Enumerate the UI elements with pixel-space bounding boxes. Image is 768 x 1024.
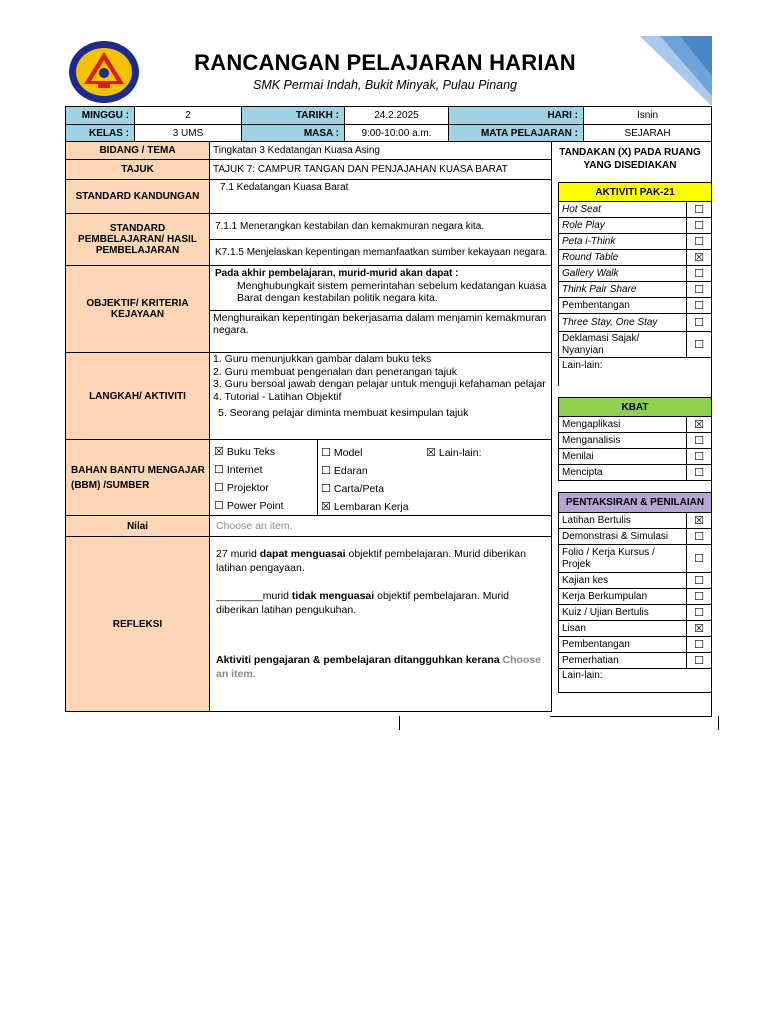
pentaksiran-item: Kajian kes — [559, 573, 687, 589]
bidang-value[interactable]: Tingkatan 3 Kedatangan Kuasa Asing — [210, 142, 552, 160]
sk-label: STANDARD KANDUNGAN — [66, 180, 210, 214]
bbm-col-3 — [426, 444, 546, 462]
refleksi-item-2[interactable]: ________murid tidak menguasai objektif pembelajaran. Murid diberikan latihan pengukuhan. — [216, 590, 510, 616]
kbat-item: Menilai — [559, 449, 687, 465]
kelas-label: KELAS : — [66, 125, 135, 142]
pak21-title: AKTIVITI PAK-21 — [559, 183, 712, 202]
kbat-item: Mengaplikasi — [559, 417, 687, 433]
checkbox-icon[interactable]: ☐ — [687, 234, 712, 250]
kbat-item: Menganalisis — [559, 433, 687, 449]
checkbox-icon[interactable]: ☐ — [321, 464, 331, 477]
bbm-label — [66, 440, 210, 516]
checkbox-icon[interactable]: ☐ — [321, 482, 331, 495]
refleksi-dropdown[interactable]: Choose an item. — [216, 654, 542, 680]
checkbox-icon[interactable]: ☐ — [687, 449, 712, 465]
mapel-value[interactable]: SEJARAH — [584, 125, 712, 142]
pentaksiran-item: Pemerhatian — [559, 653, 687, 669]
checkbox-icon[interactable]: ☐ — [687, 529, 712, 545]
kbat-title: KBAT — [559, 398, 712, 417]
pak-item: Peta i-Think — [559, 234, 687, 250]
objektif-item-2[interactable]: Menghuraikan kepentingan bekerjasama dalam menjamin kemakmuran negara. — [210, 311, 552, 353]
bbm-col-2 — [321, 444, 426, 516]
minggu-label: MINGGU : — [66, 107, 135, 125]
checkbox-icon[interactable]: ☐ — [214, 463, 224, 476]
checkbox-icon[interactable]: ☐ — [687, 433, 712, 449]
bbm-option[interactable]: ☒ Buku Teks — [214, 445, 276, 458]
minggu-value[interactable]: 2 — [135, 107, 242, 125]
pentaksiran-other[interactable]: Lain-lain: — [559, 669, 712, 693]
bbm-divider — [317, 440, 319, 516]
bbm-option[interactable]: ☐ Projektor — [214, 481, 269, 494]
bbm-label-text: BAHAN BANTU MENGAJAR (BBM) /SUMBER — [71, 464, 205, 491]
langkah-item: 1. Guru menunjukkan gambar dalam buku teks — [213, 353, 432, 365]
checkbox-icon[interactable]: ☒ — [687, 250, 712, 266]
bbm-option[interactable]: ☒ Lain-lain: — [426, 446, 482, 459]
sp-label: STANDARD PEMBELAJARAN/ HASIL PEMBELAJARAN — [66, 214, 210, 266]
page-subtitle: SMK Permai Indah, Bukit Minyak, Pulau Pinang — [252, 78, 518, 92]
bottom-tick — [718, 716, 719, 730]
pak-item: Three Stay, One Stay — [559, 314, 687, 332]
checkbox-icon[interactable]: ☒ — [214, 445, 224, 458]
refleksi-item-3[interactable]: Aktiviti pengajaran & pembelajaran ditangguhkan kerana Choose an item. — [216, 654, 542, 680]
pak-item: Pembentangan — [559, 298, 687, 314]
right-panel-heading: TANDAKAN (X) PADA RUANG YANG DISEDIAKAN — [559, 147, 701, 171]
sk-value[interactable]: 7.1 Kedatangan Kuasa Barat — [210, 180, 552, 214]
checkbox-icon[interactable]: ☒ — [426, 446, 436, 459]
info-table — [65, 106, 712, 142]
hari-value[interactable]: Isnin — [584, 107, 712, 125]
checkbox-icon[interactable]: ☐ — [687, 218, 712, 234]
bbm-option[interactable]: ☐ Internet — [214, 463, 263, 476]
lesson-table — [65, 141, 552, 712]
pentaksiran-item: Pembentangan — [559, 637, 687, 653]
checkbox-icon[interactable]: ☐ — [687, 573, 712, 589]
checkbox-icon[interactable]: ☒ — [687, 513, 712, 529]
langkah-item: 3. Guru bersoal jawab dengan pelajar untuk menguji kefahaman pelajar — [213, 378, 546, 391]
pak-item: Round Table — [559, 250, 687, 266]
tarikh-label: TARIKH : — [242, 107, 345, 125]
langkah-label: LANGKAH/ AKTIVITI — [66, 353, 210, 440]
bidang-label: BIDANG / TEMA — [66, 142, 210, 160]
sp-item-1[interactable]: 7.1.1 Menerangkan kestabilan dan kemakmuran negara kita. — [210, 214, 552, 240]
pentaksiran-table — [558, 492, 712, 693]
pak-item: Think Pair Share — [559, 282, 687, 298]
kelas-value[interactable]: 3 UMS — [135, 125, 242, 142]
pak-item: Deklamasi Sajak/ Nyanyian — [559, 332, 687, 358]
pak21-table — [558, 182, 712, 386]
checkbox-icon[interactable]: ☐ — [687, 298, 712, 314]
masa-label: MASA : — [242, 125, 345, 142]
refleksi-label: REFLEKSI — [66, 537, 210, 712]
checkbox-icon[interactable]: ☐ — [214, 499, 224, 512]
pentaksiran-item: Lisan — [559, 621, 687, 637]
pak-other[interactable]: Lain-lain: — [559, 358, 712, 386]
objektif-item-1[interactable]: Menghubungkait sistem pemerintahan sebelum kedatangan kuasa Barat dengan kestabilan politik negara kita. — [237, 280, 547, 304]
school-logo — [68, 40, 140, 104]
tarikh-value[interactable]: 24.2.2025 — [345, 107, 449, 125]
kbat-table — [558, 397, 712, 481]
langkah-item: 2. Guru membuat pengenalan dan penerangan tajuk — [213, 365, 458, 378]
checkbox-icon[interactable]: ☐ — [687, 202, 712, 218]
refleksi-item-1[interactable]: 27 murid dapat menguasai objektif pembelajaran. Murid diberikan latihan pengayaan. — [216, 548, 526, 574]
checkbox-icon[interactable]: ☐ — [321, 446, 331, 459]
checkbox-icon[interactable]: ☐ — [687, 282, 712, 298]
bbm-option[interactable]: ☒ Lembaran Kerja — [321, 500, 409, 513]
pak-item: Hot Seat — [559, 202, 687, 218]
tajuk-value[interactable]: TAJUK 7: CAMPUR TANGAN DAN PENJAJAHAN KUASA BARAT — [210, 160, 552, 180]
masa-value[interactable]: 9:00-10:00 a.m. — [345, 125, 449, 142]
checkbox-icon[interactable]: ☒ — [321, 500, 331, 513]
langkah-item: 5. Seorang pelajar diminta membuat kesimpulan tajuk — [218, 407, 469, 420]
checkbox-icon[interactable]: ☐ — [687, 545, 712, 573]
checkbox-icon[interactable]: ☐ — [687, 589, 712, 605]
bbm-cell — [210, 440, 552, 516]
bbm-option[interactable]: ☐ Carta/Peta — [321, 482, 385, 495]
checkbox-icon[interactable]: ☐ — [687, 465, 712, 481]
nilai-dropdown[interactable]: Choose an item. — [210, 516, 552, 537]
pentaksiran-item: Kuiz / Ujian Bertulis — [559, 605, 687, 621]
pak-item: Role Play — [559, 218, 687, 234]
checkbox-icon[interactable]: ☒ — [687, 417, 712, 433]
pentaksiran-item: Latihan Bertulis — [559, 513, 687, 529]
nilai-label: Nilai — [66, 516, 210, 537]
tajuk-label: TAJUK — [66, 160, 210, 180]
checkbox-icon[interactable]: ☐ — [687, 266, 712, 282]
checkbox-icon[interactable]: ☐ — [687, 653, 712, 669]
hari-label: HARI : — [449, 107, 584, 125]
pentaksiran-item: Demonstrasi & Simulasi — [559, 529, 687, 545]
bbm-option[interactable]: ☐ Power Point — [214, 499, 284, 512]
checkbox-icon[interactable]: ☐ — [687, 314, 712, 332]
bbm-option[interactable]: ☐ Edaran — [321, 464, 368, 477]
mapel-label: MATA PELAJARAN : — [449, 125, 584, 142]
bbm-col-1 — [214, 443, 314, 515]
objektif-intro-cell — [210, 266, 552, 311]
objektif-intro: Pada akhir pembelajaran, murid-murid akan dapat : — [215, 268, 459, 279]
checkbox-icon[interactable]: ☐ — [687, 332, 712, 358]
corner-decoration — [640, 36, 712, 106]
checkbox-icon[interactable]: ☒ — [687, 621, 712, 637]
pak-item: Gallery Walk — [559, 266, 687, 282]
kbat-item: Mencipta — [559, 465, 687, 481]
checkbox-icon[interactable]: ☐ — [687, 605, 712, 621]
refleksi-cell — [210, 537, 552, 712]
sp-item-2[interactable]: K7.1.5 Menjelaskan kepentingan memanfaatkan sumber kekayaan negara. — [210, 240, 552, 266]
langkah-list — [210, 353, 552, 440]
pentaksiran-title: PENTAKSIRAN & PENILAIAN — [559, 493, 712, 513]
bottom-tick — [399, 716, 400, 730]
pentaksiran-item: Kerja Berkumpulan — [559, 589, 687, 605]
pentaksiran-item: Folio / Kerja Kursus / Projek — [559, 545, 687, 573]
langkah-item: 4. Tutorial - Latihan Objektif — [213, 390, 342, 403]
objektif-label: OBJEKTIF/ KRITERIA KEJAYAAN — [66, 266, 210, 353]
checkbox-icon[interactable]: ☐ — [214, 481, 224, 494]
bbm-option[interactable]: ☐ Model — [321, 446, 363, 459]
checkbox-icon[interactable]: ☐ — [687, 637, 712, 653]
page-title: RANCANGAN PELAJARAN HARIAN — [194, 50, 576, 75]
